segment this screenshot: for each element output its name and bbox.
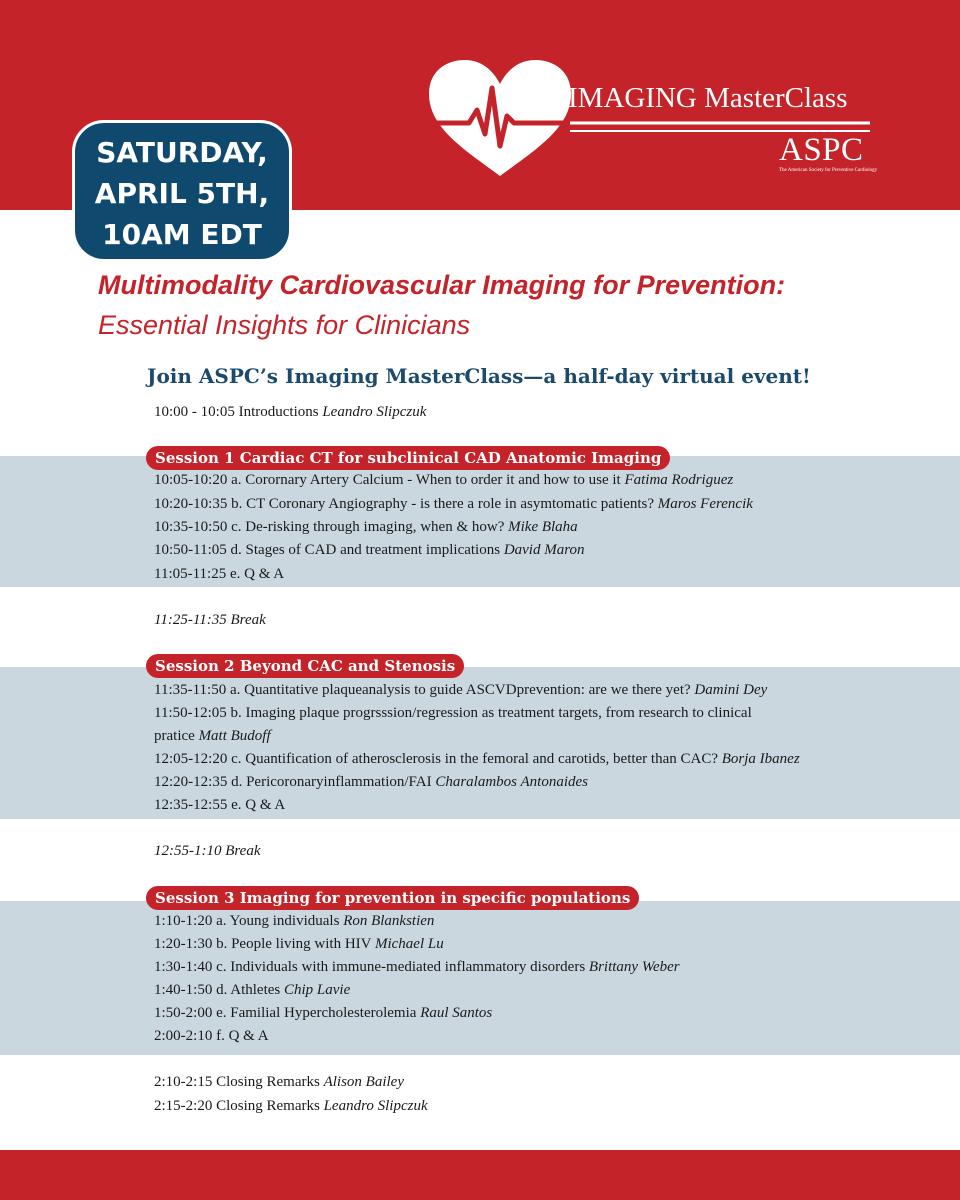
agenda-item: 2:10-2:15 Closing Remarks Alison Bailey xyxy=(154,1074,404,1090)
break-item: 12:55-1:10 Break xyxy=(154,843,261,859)
agenda-item: 2:15-2:20 Closing Remarks Leandro Slipczuk xyxy=(154,1098,428,1114)
date-line-time: 10AM EDT xyxy=(102,218,262,251)
agenda-item: 12:35-12:55 e. Q & A xyxy=(154,797,286,813)
agenda-item: 11:05-11:25 e. Q & A xyxy=(154,566,285,582)
footer-band xyxy=(0,1150,960,1200)
agenda-item: 1:20-1:30 b. People living with HIV Michael Lu xyxy=(154,936,444,952)
page-title: Multimodality Cardiovascular Imaging for Prevention: xyxy=(98,270,786,300)
agenda-item: 1:50-2:00 e. Familial Hypercholesterolemia Raul Santos xyxy=(154,1005,493,1021)
date-line-day: SATURDAY, xyxy=(96,136,268,169)
session-3-title: Session 3 Imaging for prevention in specific populations xyxy=(146,886,639,910)
agenda-item: 1:40-1:50 d. Athletes Chip Lavie xyxy=(154,982,351,998)
session-1-title: Session 1 Cardiac CT for subclinical CAD Anatomic Imaging xyxy=(146,446,670,470)
page-subtitle: Essential Insights for Clinicians xyxy=(98,310,471,340)
agenda-item: 10:50-11:05 d. Stages of CAD and treatment implications David Maron xyxy=(154,542,585,558)
agenda-item: 10:20-10:35 b. CT Coronary Angiography - is there a role in asymtomatic patients? Maros Ferencik xyxy=(154,496,753,512)
logo-org: ASPC xyxy=(779,132,864,168)
agenda-item: 1:10-1:20 a. Young individuals Ron Blankstien xyxy=(154,913,435,929)
logo-title: IMAGING MasterClass xyxy=(568,82,848,114)
agenda-item: 10:35-10:50 c. De-risking through imaging, when & how? Mike Blaha xyxy=(154,519,578,535)
agenda-item: 2:00-2:10 f. Q & A xyxy=(154,1028,269,1044)
intro-heading: Join ASPC’s Imaging MasterClass—a half-day virtual event! xyxy=(147,364,811,388)
agenda-item: 1:30-1:40 c. Individuals with immune-mediated inflammatory disorders Brittany Weber xyxy=(154,959,680,975)
agenda-item: 10:05-10:20 a. Corornary Artery Calcium - When to order it and how to use it Fatima Rodriguez xyxy=(154,472,734,488)
agenda-item: 10:00 - 10:05 Introductions Leandro Slipczuk xyxy=(154,404,427,420)
agenda-item: 12:05-12:20 c. Quantification of atherosclerosis in the femoral and carotids, better than CAC? Borja Ibanez xyxy=(154,751,800,767)
logo-tagline: The American Society for Preventive Cardiology xyxy=(779,168,878,173)
agenda-item: 11:50-12:05 b. Imaging plaque progrsssion/regression as treatment targets, from research to clinical xyxy=(154,705,752,721)
agenda-item: 12:20-12:35 d. Pericoronaryinflammation/FAI Charalambos Antonaides xyxy=(154,774,588,790)
break-item: 11:25-11:35 Break xyxy=(154,612,266,628)
session-2-title: Session 2 Beyond CAC and Stenosis xyxy=(146,654,464,678)
date-line-date: APRIL 5TH, xyxy=(94,177,270,210)
date-badge xyxy=(72,120,292,262)
session-3-band xyxy=(0,901,960,1055)
agenda-item: pratice Matt Budoff xyxy=(154,728,271,744)
agenda-item: 11:35-11:50 a. Quantitative plaqueanalysis to guide ASCVDprevention: are we there yet? Damini Dey xyxy=(154,682,768,698)
